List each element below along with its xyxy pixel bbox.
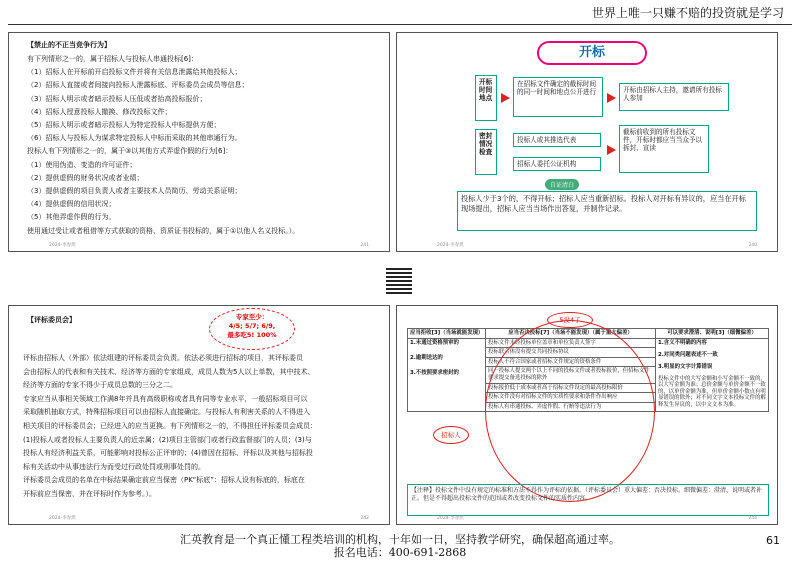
arrow-icon xyxy=(501,93,510,103)
time-place-text: 在招标文件确定的截标时间的同一时间和地点公开进行 xyxy=(513,77,603,117)
slide4-side-label: 招标人 xyxy=(433,426,469,444)
check-option-2: 招标人委托公证机构 xyxy=(513,157,601,171)
arrow-icon xyxy=(607,93,616,103)
host-text: 开标由招标人主持，邀请所有投标人参加 xyxy=(619,83,729,111)
body-line: （4）招标人授意投标人撤换、修改投标文件； xyxy=(27,107,172,116)
slide3-footer-author: 2024-李春然 xyxy=(49,516,76,521)
table-cell: 投标文件未经投标单位盖章和单位负责人签字 xyxy=(486,338,656,348)
body-line: （1）招标人在开标前开启投标文件并将有关信息泄露给其他投标人； xyxy=(27,68,242,77)
reject-cell xyxy=(408,338,486,412)
slide4-callout: 5没4了 xyxy=(547,312,593,328)
table-header: 应当否决投标[7]（当场不能发现）（属于重大偏差） xyxy=(486,329,656,339)
slide3-page-number: 242 xyxy=(360,516,369,521)
slide-unfair-competition xyxy=(8,32,390,252)
slide4-footer-author: 2024-李春然 xyxy=(437,516,464,521)
read-out-text: 截标前收到的所有投标文件，开标时都应当当众予以拆封、宣读 xyxy=(619,125,709,173)
body-line: 评标由招标人（外部）依法组建的评标委员会负责。依法必须进行招标的项目，其评标委员 xyxy=(23,354,303,362)
body-line: （4）提供虚假的信用状况； xyxy=(27,200,116,209)
slide3-title: 【评标委员会】 xyxy=(27,316,76,324)
body-line: (1)投标人或者投标人主要负责人的近亲属；(2)项目主管部门或者行政监督部门的人员；(3)与 xyxy=(23,435,312,444)
slide-bid-rejection xyxy=(396,305,778,525)
label-time-place: 开标时间地点 xyxy=(475,75,497,121)
slide2-page-number: 240 xyxy=(748,243,757,248)
body-line: 投标人有经济利益关系，可能影响对投标公正评审的；(4)曾因在招标、评标以及其他与招标投 xyxy=(23,449,313,458)
body-line: 开标前应当保密，并在评标时作为参考。）。 xyxy=(23,490,156,498)
body-line: 使用通过受让或者租借等方式获取的资格、资质证书投标的，属于①以他人名义投标。）。 xyxy=(27,226,300,235)
opening-note: 投标人少于3个的，不得开标；招标人应当重新招标。投标人对开标有异议的，应当在开标现场提出，招标人应当当场作出答复，并制作记录。 xyxy=(457,191,757,231)
stamp-label: 自证清白 xyxy=(545,179,579,190)
body-line: （5）招标人明示或者暗示投标人为特定投标人中标提供方便； xyxy=(27,121,221,129)
slide1-footer-author: 2024-李春然 xyxy=(49,243,76,248)
body-line: （6）招标人与投标人为谋求特定投标人中标而采取的其他串通行为。 xyxy=(27,134,242,143)
expert-callout xyxy=(209,308,295,350)
body-line: 标有关活动中从事违法行为而受过行政处罚或刑事处罚的。 xyxy=(23,462,205,471)
body-line: 经济等方面的专家不得少于成员总数的三分之二。 xyxy=(23,381,177,390)
body-line: （2）招标人直接或者间接向投标人泄露标底、评标委员会成员等信息； xyxy=(27,81,249,90)
table-header: 可以要求澄清、说明[3]（细微偏差） xyxy=(656,329,769,339)
slide1-title: 【禁止的不正当竞争行为】 xyxy=(27,41,111,49)
table-header: 应当拒收[3]（当场就能发现） xyxy=(408,329,486,339)
check-option-1: 投标人或其推选代表 xyxy=(513,133,601,147)
table-cell: 同一投标人提交两个以上不同的投标文件或者投标报价，但招标文件要求提交备选投标的除外 xyxy=(486,367,656,383)
table-cell: 投标联合体没有提交共同投标协议 xyxy=(486,348,656,358)
list-item: 3.不按照要求密封的 xyxy=(410,369,459,376)
arrow-icon xyxy=(607,145,616,155)
page-number: 61 xyxy=(766,534,780,547)
body-line: 评标委员会成员的名单在中标结果确定前应当保密（PK“标底”：招标人设有标底的，标底在 xyxy=(23,476,305,485)
slide4-page-number: 244 xyxy=(748,516,757,521)
body-line: 专家应当从事相关领域工作满8年并具有高级职称或者具有同等专业水平，一般招标项目可以 xyxy=(23,394,308,403)
body-line: （3）招标人明示或者暗示投标人压低或者抬高投标报价； xyxy=(27,94,207,103)
slide4-note: 【注释】投标文件中没有规定的标准和方法不得作为评标的依据。（评标委员会）重大偏差：否决投标。细微偏差：澄清、说明或者补正。但是不得超出投标文件的范围或者改变投标文件的实质性内容。 xyxy=(407,484,769,516)
slide-evaluation-committee xyxy=(8,305,390,525)
table-cell: 投标人不符合国家或者招标文件规定的资格条件 xyxy=(486,357,656,367)
qr-code xyxy=(386,268,412,294)
label-seal-check: 密封情况检查 xyxy=(475,129,497,175)
header-divider xyxy=(8,24,792,25)
clarify-cell xyxy=(656,338,769,412)
callout-line: 4/5; 5/7; 6/9, xyxy=(228,322,276,330)
body-line: 有下列情形之一的，属于招标人与投标人串通投标[6]： xyxy=(27,55,198,63)
callout-line: 最多吃5! 100% xyxy=(227,331,277,339)
body-line: （1）使用伪造、变造的许可证件； xyxy=(27,160,137,169)
body-line: 投标人有下列情形之一的，属于③以其他方式弄虚作假的行为[6]： xyxy=(27,147,233,156)
slide2-title: 开标 xyxy=(537,41,647,65)
clarify-note: 投标文件中的大写金额和小写金额不一致的，以大写金额为准；总价金额与单价金额不一致的，以单价金额为准，但单价金额小数点有明显错误的除外；对不同文字文本投标文件的解释发生异议的，以中文文本为准。 xyxy=(658,375,766,408)
table-cell: 投标文件没有对招标文件的实质性要求和条件作出响应 xyxy=(486,393,656,403)
callout-line: 专家至少： xyxy=(235,313,269,321)
body-line: （3）提供虚假的项目负责人或者主要技术人员简历、劳动关系证明； xyxy=(27,187,242,195)
footer xyxy=(0,533,800,559)
footer-slogan: 汇英教育是一个真正懂工程类培训的机构，十年如一日，坚持教学研究，确保超高通过率。 xyxy=(180,533,620,546)
list-item: 2.逾期送达的 xyxy=(410,354,443,361)
list-item: 2.对同类问题表述不一致 xyxy=(658,351,718,358)
rejection-table xyxy=(407,328,769,412)
header-motto: 世界上唯一只赚不赔的投资就是学习 xyxy=(591,6,784,20)
slide-bid-opening xyxy=(396,32,778,252)
slide2-footer-author: 2024-李春然 xyxy=(437,243,464,248)
body-line: 采取随机抽取方式，特殊招标项目可以由招标人直接确定。与投标人有利害关系的人不得进入 xyxy=(23,408,310,417)
body-line: （2）提供虚假的财务状况或者业绩； xyxy=(27,173,144,182)
table-cell: 投标人有串通投标、弄虚作假、行贿等违法行为 xyxy=(486,402,656,412)
slide1-page-number: 241 xyxy=(360,243,369,248)
body-line: 相关项目的评标委员会；已经进入的应当更换。有下列情形之一的，不得担任评标委员会成员： xyxy=(23,422,317,430)
table-cell: 投标报价低于成本或者高于招标文件设定的最高投标限价 xyxy=(486,383,656,393)
body-line: 会由招标人的代表和有关技术、经济等方面的专家组成，成员人数为5人以上单数，其中技术、 xyxy=(23,367,315,376)
list-item: 1.未通过资格预审的 xyxy=(410,339,459,346)
list-item: 3.明显的文字计算错误 xyxy=(658,363,713,370)
body-line: （5）其他弄虚作假的行为。 xyxy=(27,213,116,222)
list-item: 1.含义不明确的内容 xyxy=(658,339,707,346)
footer-phone: 报名电话：400-691-2868 xyxy=(333,546,467,559)
